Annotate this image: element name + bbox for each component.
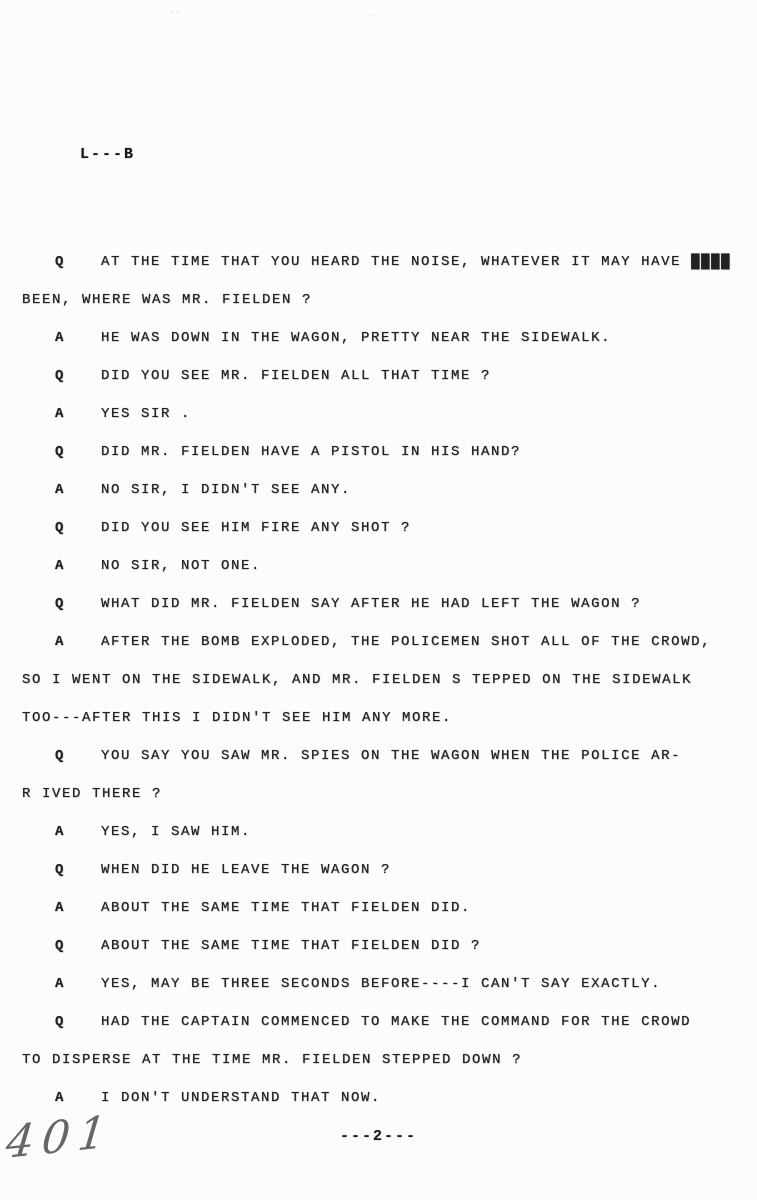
transcript-line: [22, 1003, 743, 1041]
speaker-label: Q: [55, 444, 66, 460]
transcript: [22, 243, 743, 1117]
speaker-label: Q: [55, 748, 66, 764]
speaker-label: A: [55, 900, 66, 916]
speaker-label: Q: [55, 254, 66, 270]
line-text: AFTER THE BOMB EXPLODED, THE POLICEMEN SHOT ALL OF THE CROWD,: [101, 634, 712, 650]
transcript-line: [22, 319, 743, 357]
speaker-label: Q: [55, 1014, 66, 1030]
speaker-label: A: [55, 976, 66, 992]
line-text: YES, I SAW HIM.: [101, 824, 252, 840]
transcript-line: [22, 927, 743, 965]
transcript-line: [22, 585, 743, 623]
transcript-line: [22, 395, 743, 433]
speaker-label: A: [55, 330, 66, 346]
transcript-line: [22, 357, 743, 395]
speaker-label: Q: [55, 596, 66, 612]
transcript-line: [22, 699, 743, 737]
line-text: BEEN, WHERE WAS MR. FIELDEN ?: [22, 292, 313, 308]
transcript-line: [22, 661, 743, 699]
speaker-label: Q: [55, 938, 66, 954]
line-text: DID YOU SEE HIM FIRE ANY SHOT ?: [101, 520, 412, 536]
line-text: ABOUT THE SAME TIME THAT FIELDEN DID.: [101, 900, 472, 916]
line-text: HE WAS DOWN IN THE WAGON, PRETTY NEAR THE SIDEWALK.: [101, 330, 612, 346]
transcript-line: [22, 281, 743, 319]
line-text: HAD THE CAPTAIN COMMENCED TO MAKE THE COMMAND FOR THE CROWD: [101, 1014, 692, 1030]
transcript-line: [22, 1041, 743, 1079]
transcript-line: [22, 433, 743, 471]
transcript-line: [22, 737, 743, 775]
line-text: NO SIR, I DIDN'T SEE ANY.: [101, 482, 352, 498]
page-number: ---2---: [339, 1128, 417, 1145]
line-text: AT THE TIME THAT YOU HEARD THE NOISE, WHATEVER IT MAY HAVE ████: [101, 254, 732, 270]
speaker-label: Q: [55, 368, 66, 384]
transcript-line: [22, 851, 743, 889]
speaker-label: A: [55, 558, 66, 574]
transcript-line: [22, 775, 743, 813]
handwritten-page-note: 401: [3, 1105, 117, 1170]
transcript-line: [22, 965, 743, 1003]
speaker-label: A: [55, 1090, 66, 1106]
scan-speck: ··: [169, 7, 182, 18]
line-text: I DON'T UNDERSTAND THAT NOW.: [101, 1090, 382, 1106]
line-text: NO SIR, NOT ONE.: [101, 558, 262, 574]
transcript-line: [22, 623, 743, 661]
line-text: DID MR. FIELDEN HAVE A PISTOL IN HIS HAND?: [101, 444, 522, 460]
transcript-line: [22, 471, 743, 509]
line-text: YOU SAY YOU SAW MR. SPIES ON THE WAGON WHEN THE POLICE AR-: [101, 748, 682, 764]
line-text: ABOUT THE SAME TIME THAT FIELDEN DID ?: [101, 938, 482, 954]
line-text: WHAT DID MR. FIELDEN SAY AFTER HE HAD LEFT THE WAGON ?: [101, 596, 642, 612]
transcript-line: [22, 889, 743, 927]
scan-speck: ··: [367, 11, 380, 22]
transcript-line: [22, 509, 743, 547]
transcript-line: [22, 813, 743, 851]
line-text: R IVED THERE ?: [22, 786, 163, 802]
line-text: SO I WENT ON THE SIDEWALK, AND MR. FIELDEN S TEPPED ON THE SIDEWALK: [22, 672, 693, 688]
transcript-line: [22, 547, 743, 585]
speaker-label: A: [55, 482, 66, 498]
speaker-label: Q: [55, 862, 66, 878]
transcript-line: [22, 243, 743, 281]
line-text: TO DISPERSE AT THE TIME MR. FIELDEN STEPPED DOWN ?: [22, 1052, 523, 1068]
line-text: DID YOU SEE MR. FIELDEN ALL THAT TIME ?: [101, 368, 492, 384]
header-label: L---B: [80, 146, 136, 163]
speaker-label: A: [55, 634, 66, 650]
line-text: YES, MAY BE THREE SECONDS BEFORE----I CAN'T SAY EXACTLY.: [101, 976, 662, 992]
line-text: YES SIR .: [101, 406, 192, 422]
speaker-label: A: [55, 824, 66, 840]
transcript-line: [22, 1079, 743, 1117]
speaker-label: Q: [55, 520, 66, 536]
line-text: WHEN DID HE LEAVE THE WAGON ?: [101, 862, 392, 878]
line-text: TOO---AFTER THIS I DIDN'T SEE HIM ANY MORE.: [22, 710, 453, 726]
speaker-label: A: [55, 406, 66, 422]
